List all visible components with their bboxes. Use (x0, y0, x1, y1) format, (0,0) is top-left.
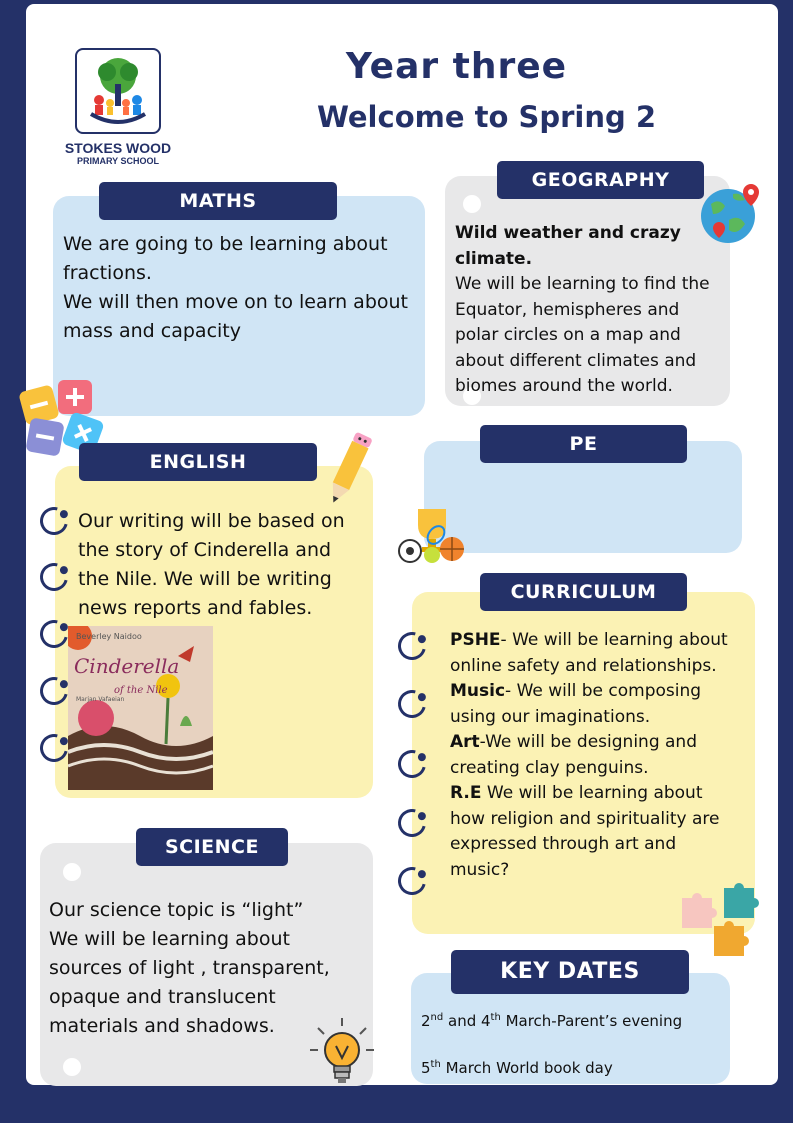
logo-school-subname: PRIMARY SCHOOL (76, 156, 159, 166)
page-subtitle: Welcome to Spring 2 (316, 100, 657, 134)
science-line-2: We will be learning about sources of light , transparent, opaque and translucent materials and shadows. (49, 928, 330, 1037)
book-cover-image (68, 626, 213, 790)
geography-label: GEOGRAPHY (497, 161, 704, 199)
english-label: ENGLISH (79, 443, 317, 481)
english-text: Our writing will be based on the story of Cinderella and the Nile. We will be writing news reports and fables. (78, 510, 345, 619)
curriculum-item-music: Music- We will be composing using our imaginations. (450, 681, 702, 727)
book-illustration (68, 626, 213, 790)
key-date-parents-evening: 2nd and 4th March-Parent’s evening (421, 1012, 683, 1030)
puzzle-icon (678, 882, 762, 962)
pe-label: PE (480, 425, 687, 463)
notebook-hole (63, 1058, 81, 1076)
pencil-icon (322, 428, 376, 510)
trophy-sports-icon (396, 505, 468, 565)
geography-body: We will be learning to find the Equator, hemispheres and polar circles on a map and about different climates and biomes around the world. (455, 274, 710, 396)
curriculum-item-re: R.E We will be learning about how religion and spirituality are expressed through art and music? (450, 783, 720, 880)
book-title (74, 656, 179, 701)
page-title: Year three (345, 46, 568, 87)
geography-text (455, 221, 725, 400)
curriculum-item-pshe: PSHE- We will be learning about online safety and relationships. (450, 630, 728, 676)
curriculum-item-art: Art-We will be designing and creating clay penguins. (450, 732, 697, 778)
key-dates-list (421, 1003, 721, 1083)
book-title-line-1: Cinderella (74, 654, 180, 678)
key-date-world-book-day: 5th March World book day (421, 1059, 613, 1077)
science-line-1: Our science topic is “light” (49, 899, 304, 921)
geography-heading: Wild weather and crazy climate. (455, 223, 681, 269)
science-label: SCIENCE (136, 828, 288, 866)
curriculum-list (450, 628, 740, 883)
key-dates-label: KEY DATES (451, 950, 689, 994)
maths-label: MATHS (99, 182, 337, 220)
maths-line-1: We are going to be learning about fractions. (63, 233, 388, 284)
maths-line-2: We will then move on to learn about mass and capacity (63, 291, 408, 342)
logo-school-name: STOKES WOOD (64, 140, 172, 156)
book-illustrator: Marjan Vafaeian (76, 696, 125, 703)
maths-text (63, 230, 413, 346)
notebook-hole (463, 195, 481, 213)
lightbulb-icon (308, 1016, 376, 1090)
book-author: Beverley Naidoo (76, 632, 142, 641)
notebook-hole (63, 863, 81, 881)
book-title-line-2: of the Nile (114, 685, 168, 696)
curriculum-label: CURRICULUM (480, 573, 687, 611)
